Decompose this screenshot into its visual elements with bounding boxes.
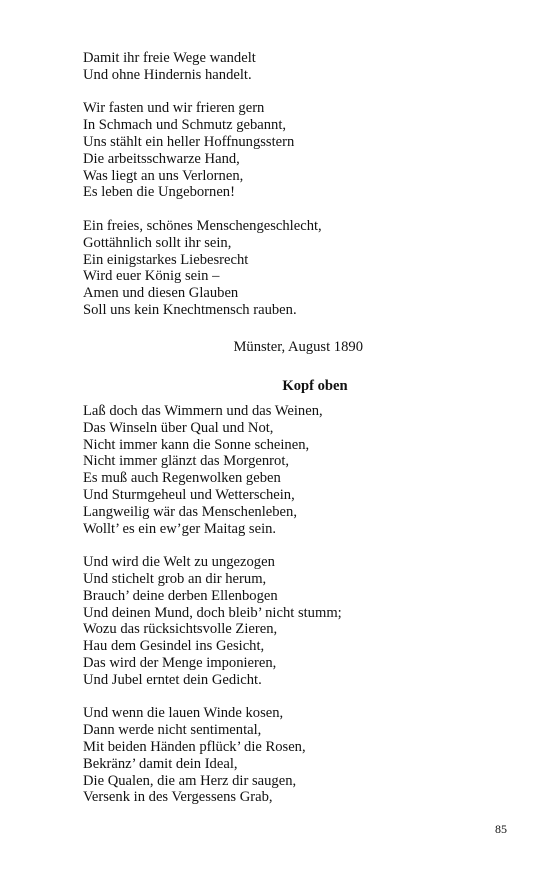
verse-line: Bekränz’ damit dein Ideal, <box>83 755 238 772</box>
verse-line: Was liegt an uns Verlornen, <box>83 167 244 184</box>
verse-line: Die arbeitsschwarze Hand, <box>83 150 240 167</box>
stanza <box>83 705 463 806</box>
verse-line: In Schmach und Schmutz gebannt, <box>83 117 287 134</box>
stanza <box>83 50 463 84</box>
verse-line: Das wird der Menge imponieren, <box>83 654 277 671</box>
verse-line: Gottähnlich sollt ihr sein, <box>83 234 232 251</box>
verse-line: Nicht immer kann die Sonne scheinen, <box>83 436 310 453</box>
stanza <box>83 218 463 319</box>
poem-body <box>83 403 463 806</box>
stanza <box>83 403 463 537</box>
verse-line: Das Winseln über Qual und Not, <box>83 419 274 436</box>
verse-line: Und deinen Mund, doch bleib’ nicht stumm; <box>83 604 342 621</box>
stanza-break <box>83 201 463 218</box>
stanza-break <box>83 84 463 101</box>
verse-line: Und Jubel erntet dein Gedicht. <box>83 671 262 688</box>
poem-title: Kopf oben <box>282 378 348 394</box>
poem-continuation <box>83 50 463 319</box>
verse-line: Es muß auch Regenwolken geben <box>83 470 281 487</box>
verse-line: Wozu das rücksichtsvolle Zieren, <box>83 621 278 638</box>
verse-line: Soll uns kein Knechtmensch rauben. <box>83 301 297 318</box>
dateline: Münster, August 1890 <box>233 339 363 355</box>
verse-line: Uns stählt ein heller Hoffnungsstern <box>83 133 295 150</box>
verse-line: Langweilig wär das Menschenleben, <box>83 503 297 520</box>
verse-line: Amen und diesen Glauben <box>83 285 239 302</box>
verse-line: Versenk in des Vergessens Grab, <box>83 789 273 806</box>
stanza <box>83 554 463 688</box>
verse-line: Es leben die Ungebornen! <box>83 184 235 201</box>
verse-line: Ein einigstarkes Liebesrecht <box>83 251 249 268</box>
verse-line: Und ohne Hindernis handelt. <box>83 66 252 83</box>
verse-line: Wird euer König sein – <box>83 268 220 285</box>
stanza <box>83 100 463 201</box>
verse-line: Hau dem Gesindel ins Gesicht, <box>83 638 265 655</box>
page-number: 85 <box>495 822 507 836</box>
verse-line: Mit beiden Händen pflück’ die Rosen, <box>83 738 306 755</box>
verse-line: Und wenn die lauen Winde kosen, <box>83 705 284 722</box>
verse-line: Nicht immer glänzt das Morgenrot, <box>83 453 290 470</box>
verse-line: Brauch’ deine derben Ellenbogen <box>83 587 278 604</box>
verse-line: Die Qualen, die am Herz dir saugen, <box>83 772 297 789</box>
verse-line: Und wird die Welt zu ungezogen <box>83 554 275 571</box>
verse-line: Damit ihr freie Wege wandelt <box>83 50 256 66</box>
verse-line: Und Sturmgeheul und Wetterschein, <box>83 486 295 503</box>
verse-line: Und stichelt grob an dir herum, <box>83 570 267 587</box>
stanza-break <box>83 689 463 706</box>
verse-line: Ein freies, schönes Menschengeschlecht, <box>83 217 322 234</box>
verse-line: Wollt’ es ein ew’ger Maitag sein. <box>83 520 277 537</box>
stanza-break <box>83 537 463 554</box>
verse-line: Wir fasten und wir frieren gern <box>83 100 265 117</box>
verse-line: Laß doch das Wimmern und das Weinen, <box>83 403 323 419</box>
verse-line: Dann werde nicht sentimental, <box>83 722 262 739</box>
